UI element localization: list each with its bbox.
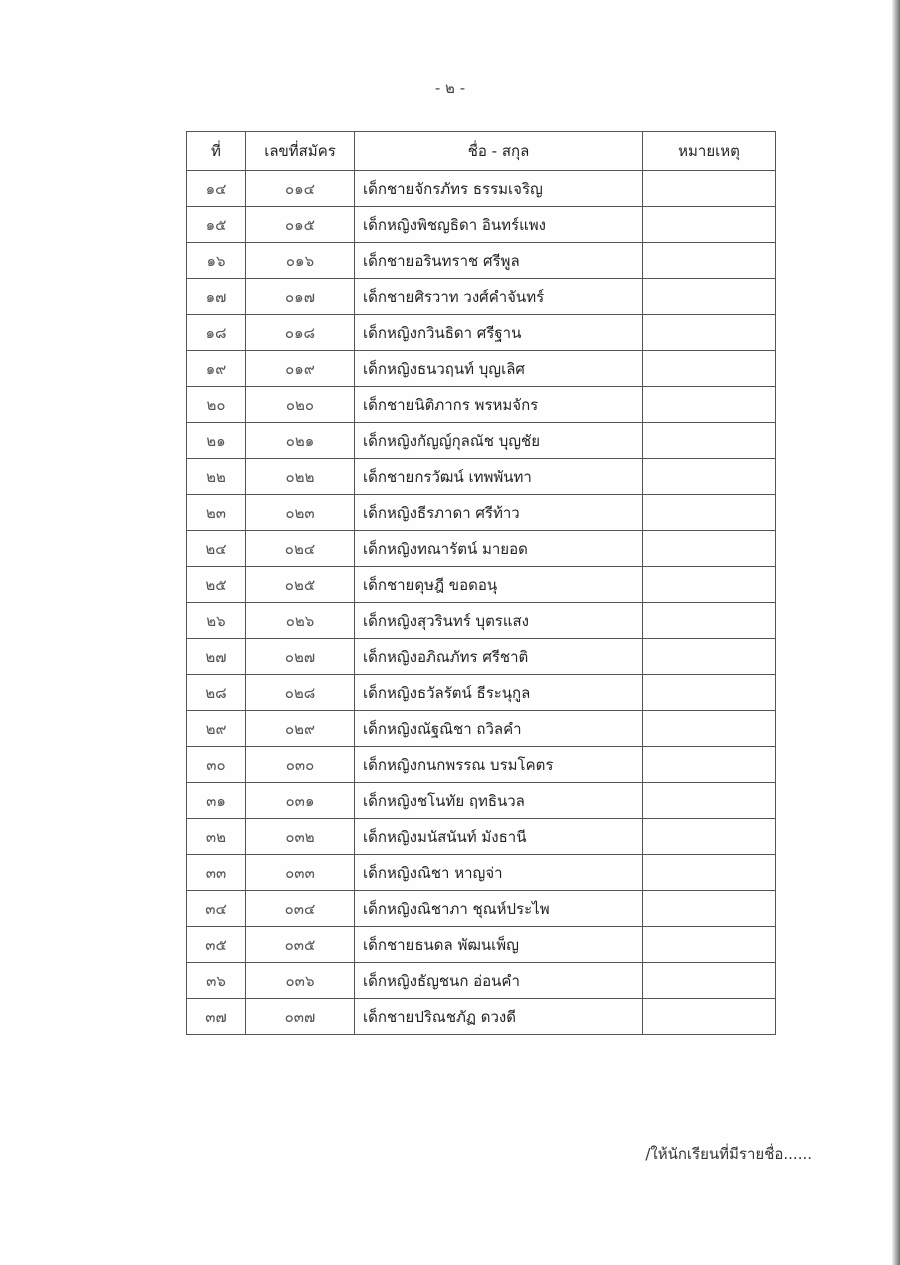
row-remark [643,495,776,531]
row-student-name: เด็กชายอรินทราช ศรีพูล [355,243,643,279]
row-remark [643,927,776,963]
row-number: ๒๓ [187,495,246,531]
row-number: ๓๓ [187,855,246,891]
row-remark [643,819,776,855]
row-number: ๓๑ [187,783,246,819]
row-remark [643,747,776,783]
row-remark [643,171,776,207]
row-application-no: ๐๒๖ [246,603,355,639]
row-application-no: ๐๑๗ [246,279,355,315]
table-row [187,891,776,927]
table-row [187,459,776,495]
row-number: ๓๔ [187,891,246,927]
row-number: ๓๐ [187,747,246,783]
row-application-no: ๐๓๑ [246,783,355,819]
table-row [187,243,776,279]
row-number: ๑๗ [187,279,246,315]
row-application-no: ๐๓๕ [246,927,355,963]
row-number: ๒๒ [187,459,246,495]
row-application-no: ๐๓๒ [246,819,355,855]
table-header-row [187,132,776,171]
header-name: ชื่อ - สกุล [355,132,643,171]
row-remark [643,639,776,675]
row-remark [643,891,776,927]
table-row [187,351,776,387]
row-number: ๒๙ [187,711,246,747]
row-number: ๓๗ [187,999,246,1035]
row-number: ๓๒ [187,819,246,855]
row-student-name: เด็กหญิงทณารัตน์ มายอด [355,531,643,567]
row-remark [643,603,776,639]
row-remark [643,243,776,279]
table-row [187,567,776,603]
table-body [187,171,776,1035]
table-row [187,999,776,1035]
row-remark [643,855,776,891]
table-row [187,783,776,819]
table-row [187,531,776,567]
row-number: ๒๔ [187,531,246,567]
row-remark [643,315,776,351]
row-number: ๒๘ [187,675,246,711]
row-number: ๑๔ [187,171,246,207]
table-row [187,279,776,315]
row-application-no: ๐๒๐ [246,387,355,423]
row-application-no: ๐๒๑ [246,423,355,459]
row-application-no: ๐๑๙ [246,351,355,387]
row-application-no: ๐๒๗ [246,639,355,675]
row-application-no: ๐๓๓ [246,855,355,891]
row-application-no: ๐๑๕ [246,207,355,243]
row-student-name: เด็กหญิงชโนทัย ฤทธินวล [355,783,643,819]
table-row [187,207,776,243]
row-remark [643,567,776,603]
row-remark [643,423,776,459]
page-number: - ๒ - [434,79,466,97]
row-number: ๒๕ [187,567,246,603]
row-student-name: เด็กหญิงณิชา หาญจ่า [355,855,643,891]
row-remark [643,387,776,423]
table-row [187,423,776,459]
table-row [187,927,776,963]
row-remark [643,783,776,819]
row-student-name: เด็กหญิงกนกพรรณ บรมโคตร [355,747,643,783]
row-remark [643,351,776,387]
row-number: ๓๕ [187,927,246,963]
row-student-name: เด็กชายศิรวาท วงศ์คำจันทร์ [355,279,643,315]
table-row [187,315,776,351]
continuation-note: /ให้นักเรียนที่มีรายชื่อ...... [645,1145,812,1163]
table-row [187,675,776,711]
row-student-name: เด็กหญิงธนวฤนท์ บุญเลิศ [355,351,643,387]
row-student-name: เด็กชายธนดล พัฒนเพ็ญ [355,927,643,963]
row-student-name: เด็กชายปริณชภัฏ ดวงดี [355,999,643,1035]
header-remark: หมายเหตุ [643,132,776,171]
row-student-name: เด็กชายกรวัฒน์ เทพพันทา [355,459,643,495]
table-row [187,495,776,531]
row-student-name: เด็กหญิงณิชาภา ชุณห์ประไพ [355,891,643,927]
row-remark [643,531,776,567]
row-application-no: ๐๓๖ [246,963,355,999]
row-number: ๒๖ [187,603,246,639]
table-row [187,855,776,891]
row-number: ๓๖ [187,963,246,999]
row-student-name: เด็กหญิงธัญชนก อ่อนคำ [355,963,643,999]
row-remark [643,711,776,747]
row-application-no: ๐๒๓ [246,495,355,531]
row-application-no: ๐๑๘ [246,315,355,351]
row-number: ๑๘ [187,315,246,351]
page-edge-shadow [892,0,900,1265]
row-remark [643,279,776,315]
row-application-no: ๐๒๔ [246,531,355,567]
table-row [187,747,776,783]
row-student-name: เด็กหญิงอภิณภัทร ศรีชาติ [355,639,643,675]
row-application-no: ๐๒๒ [246,459,355,495]
row-student-name: เด็กหญิงมนัสนันท์ มังธานี [355,819,643,855]
table-row [187,171,776,207]
row-remark [643,963,776,999]
row-application-no: ๐๒๙ [246,711,355,747]
row-student-name: เด็กหญิงธวัลรัตน์ ธีระนุกูล [355,675,643,711]
row-application-no: ๐๓๐ [246,747,355,783]
row-application-no: ๐๑๖ [246,243,355,279]
row-application-no: ๐๒๕ [246,567,355,603]
row-student-name: เด็กหญิงกัญญ์กุลณัช บุญชัย [355,423,643,459]
row-remark [643,675,776,711]
table-row [187,819,776,855]
row-student-name: เด็กหญิงธีรภาดา ศรีท้าว [355,495,643,531]
row-student-name: เด็กชายดุษฎี ขอดอนุ [355,567,643,603]
table-row [187,639,776,675]
row-student-name: เด็กหญิงกวินธิดา ศรีฐาน [355,315,643,351]
header-no: ที่ [187,132,246,171]
row-number: ๑๖ [187,243,246,279]
row-number: ๑๕ [187,207,246,243]
row-number: ๒๐ [187,387,246,423]
row-number: ๑๙ [187,351,246,387]
table-row [187,603,776,639]
table-row [187,711,776,747]
row-number: ๒๑ [187,423,246,459]
student-list-table [186,131,776,1035]
row-application-no: ๐๑๔ [246,171,355,207]
row-student-name: เด็กชายนิติภากร พรหมจักร [355,387,643,423]
row-number: ๒๗ [187,639,246,675]
row-application-no: ๐๓๔ [246,891,355,927]
table-row [187,963,776,999]
row-remark [643,207,776,243]
row-student-name: เด็กหญิงสุวรินทร์ บุตรแสง [355,603,643,639]
table-row [187,387,776,423]
row-application-no: ๐๓๗ [246,999,355,1035]
row-remark [643,999,776,1035]
row-student-name: เด็กหญิงณัฐณิชา ถวิลคำ [355,711,643,747]
row-application-no: ๐๒๘ [246,675,355,711]
row-student-name: เด็กชายจักรภัทร ธรรมเจริญ [355,171,643,207]
row-remark [643,459,776,495]
row-student-name: เด็กหญิงพิชญธิดา อินทร์แพง [355,207,643,243]
header-application-no: เลขที่สมัคร [246,132,355,171]
